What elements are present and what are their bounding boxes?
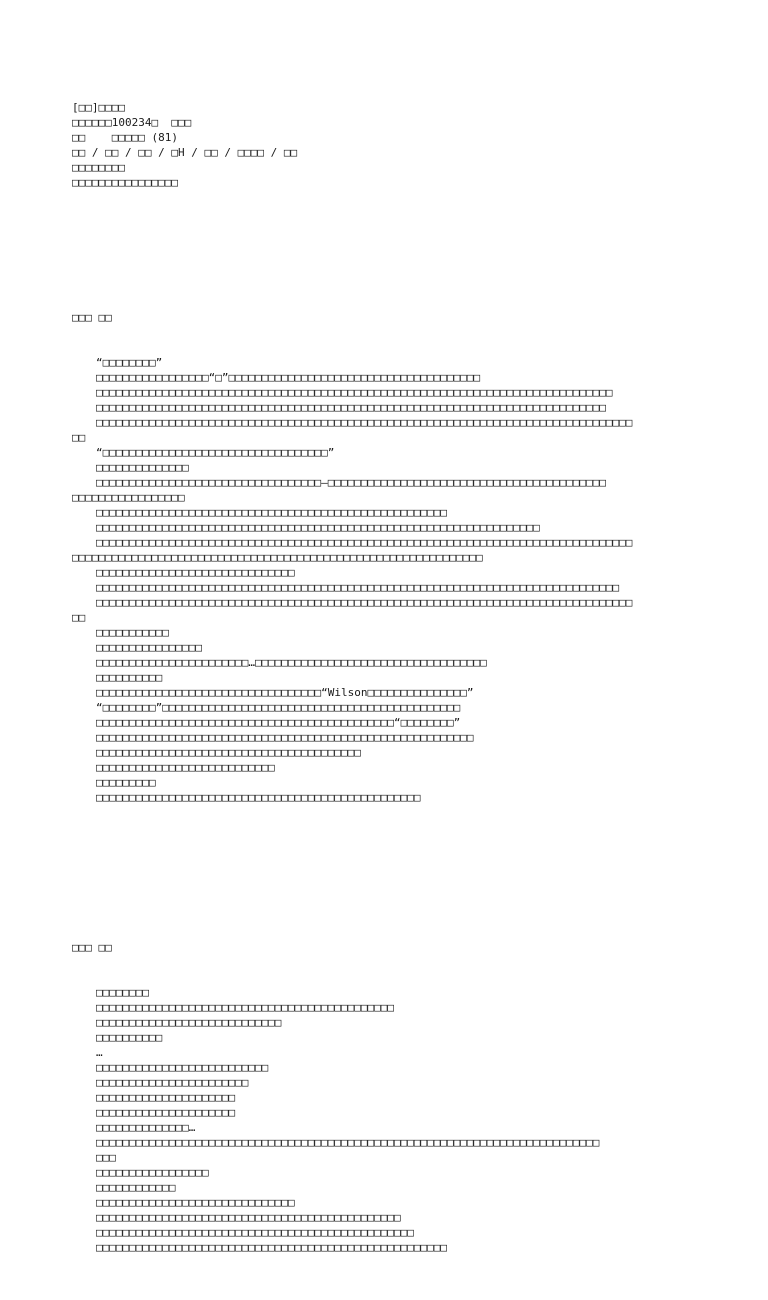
spacer (72, 220, 712, 250)
text-line: □□□□□□□□□□□ (96, 626, 169, 639)
text-line: □□□ (96, 1151, 116, 1164)
text-line: □□□□□□□□□□□□□□□□□□□□□ (96, 1091, 236, 1104)
text-line: □□□□□□□□□□□□□□□□□□□□□□□□□□□□□□□□□□□□□□□□□□□□□□□□□□□□□ (96, 1241, 447, 1254)
header-line: □□□□□□□□ (72, 161, 125, 174)
text-line: “□□□□□□□□”□□□□□□□□□□□□□□□□□□□□□□□□□□□□□□□□□□□□□□□□□□□□□ (96, 701, 461, 714)
header-line: □□□□□□□□□□□□□□□□ (72, 176, 178, 189)
text-line: □□□□□□□□□□□□□□□□ (96, 641, 202, 654)
text-line: □□□□□□□□□□□□□□□□□□□□□□□□□□□□ (96, 1016, 282, 1029)
text-line: □□□□□□□□□□□□□□□□□□□□□□□□□□□□□□ (96, 566, 295, 579)
text-line: □□□□□□□□□□□□□□□□□□□□□□□□□□□□□□□□□□□□□□□□□□□□□□□□□□□□□□□□□□□□□□ (72, 551, 483, 564)
text-line: □□□□□□□□□□□□□□□□□□□□□□□□□□□□□□□□□□□□□□□□ (96, 746, 361, 759)
text-line: □□□□□□□□□□□□□□□□□□□□□□□□□□□□□□□□□□□□□□□□□□□□□□□□□□□□□□□□□□□□□□□□□□□□□□□□□□□□□□□□□ (96, 536, 633, 549)
section-2 (72, 910, 712, 1285)
section-2-body (72, 985, 712, 1255)
header-line: [□□]□□□□ (72, 101, 125, 114)
text-line: □□□□□□□□□□□□□□□□□□□□□□□□□□□□□□□□□□□□□□□□□□□□□□ (96, 1211, 401, 1224)
text-line: □□□□□□□□□□□□□□□□□□□□□□□□□□□ (96, 761, 275, 774)
text-line: □□□□□□□□□□□□□□□□□□□□□□□□□□□□□□□□□□—□□□□□□□□□□□□□□□□□□□□□□□□□□□□□□□□□□□□□□□□□□ (96, 476, 606, 489)
text-line: □□□□□□□□□□□□ (96, 1181, 176, 1194)
section-1 (72, 280, 712, 835)
text-line: □□□□□□□□□□□□□□□□□□□□□□□□□□□□□□□□□□□□□□□□□□□□□□□□□□□□□□□□□□□□□□□□□□□□□□□□□□□□□□□□□ (96, 416, 633, 429)
text-line: □□□□□□□□□□□□□□□□□□□□□□□□□□□□□□□□□□□□□□□□□□□□□“□□□□□□□□” (96, 716, 461, 729)
text-line: □□□□□□□□□□□□□□□□□□□□□□□□□□□□□□□□□□□□□□□□□□□□□□□□ (96, 1226, 414, 1239)
spacer (72, 865, 712, 880)
text-line: □□□□□□□□□□□□□□□□□□□□□□□□□□□□□□□□□□□□□□□□□□□□□□□□□□□□□□□□□□□□□□□□□□□ (96, 521, 540, 534)
section-1-title: □□□ □□ (72, 311, 112, 324)
text-line: □□□□□□□□□□□□□□□□□□□□□□□□□□□□□□□□□□□□□□□□□□□□□□□□□□□□□□□□□□□□□□□□□□□□□□□□□□□□□□ (96, 386, 613, 399)
text-line: □□□□□□□□□□□□□□□□□□□□□□□ (96, 1076, 249, 1089)
text-line: “□□□□□□□□” (96, 356, 163, 369)
text-line: □□□□□□□□□ (96, 776, 156, 789)
text-line: □□□□□□□□□□□□□□□□□□□□□□□□□□□□□□□□□□□□□□□□□□□□□□□□□□□□□□□□□ (96, 731, 474, 744)
text-line: “□□□□□□□□□□□□□□□□□□□□□□□□□□□□□□□□□□” (96, 446, 335, 459)
section-2-title: □□□ □□ (72, 941, 112, 954)
document-page (72, 70, 712, 1300)
section-1-body (72, 355, 712, 805)
text-line: □□□□□□□□□□□□□□□□□□□□□□□□□□□□□□□□□□“Wilson□□□□□□□□□□□□□□□” (96, 686, 474, 699)
text-line: □□□□□□□□□□□□□□□□□ (96, 1166, 209, 1179)
text-line: □□□□□□□□□□□□□□□□□□□□□ (96, 1106, 236, 1119)
header-line: □□□□□□100234□ □□□ (72, 116, 192, 129)
text-line: □□□□□□□□□□□□□□□□□□□□□□□□□□□□□□□□□□□□□□□□□□□□□□□□□ (96, 791, 421, 804)
text-line: □□□□□□□□□□□□□□□□□□□□□□□□□□□□□□□□□□□□□□□□□□□□□□□□□□□□□□□□□□□□□□□□□□□□□□□□□□□□□□□ (96, 581, 620, 594)
text-line: □□□□□□□□□□ (96, 1031, 163, 1044)
text-line: □□□□□□□□□□□□□□□□□ (72, 491, 185, 504)
text-line: □□□□□□□□□□□□□□□□□□□□□□□□□□□□□□□□□□□□□□□□□□□□□□□□□□□□□□□□□□□□□□□□□□□□□□□□□□□□ (96, 1136, 600, 1149)
text-line: □□□□□□□□□□□□□□□□□□□□□□□□□□ (96, 1061, 269, 1074)
text-line: □□ (72, 431, 86, 444)
text-line: □□ (72, 611, 86, 624)
text-line: □□□□□□□□□□□□□□□□□□□□□□□□□□□□□□□□□□□□□□□□□□□□□□□□□□□□□□□□□□□□□□□□□□□□□□□□□□□□□ (96, 401, 606, 414)
text-line: □□□□□□□□□□□□□□□□□□□□□□□□□□□□□□ (96, 1196, 295, 1209)
text-line: □□□□□□□□□□□□□□□□□□□□□□□…□□□□□□□□□□□□□□□□□□□□□□□□□□□□□□□□□□□ (96, 656, 487, 669)
text-line: □□□□□□□□□□□□□□ (96, 461, 189, 474)
text-line: □□□□□□□□□□□□□□□□□□□□□□□□□□□□□□□□□□□□□□□□□□□□□ (96, 1001, 395, 1014)
document-header (72, 100, 712, 190)
text-line: □□□□□□□□ (96, 986, 149, 999)
header-line: □□ □□□□□ (81) (72, 131, 178, 144)
text-line: □□□□□□□□□□□□□□… (96, 1121, 196, 1134)
text-line: □□□□□□□□□□□□□□□□□□□□□□□□□□□□□□□□□□□□□□□□□□□□□□□□□□□□□□□□□□□□□□□□□□□□□□□□□□□□□□□□□ (96, 596, 633, 609)
text-line: □□□□□□□□□□□□□□□□□□□□□□□□□□□□□□□□□□□□□□□□□□□□□□□□□□□□□ (96, 506, 447, 519)
text-line: … (96, 1046, 103, 1059)
text-line: □□□□□□□□□□ (96, 671, 163, 684)
text-line: □□□□□□□□□□□□□□□□□“□”□□□□□□□□□□□□□□□□□□□□□□□□□□□□□□□□□□□□□□ (96, 371, 481, 384)
header-line: □□ / □□ / □□ / □H / □□ / □□□□ / □□ (72, 146, 298, 159)
